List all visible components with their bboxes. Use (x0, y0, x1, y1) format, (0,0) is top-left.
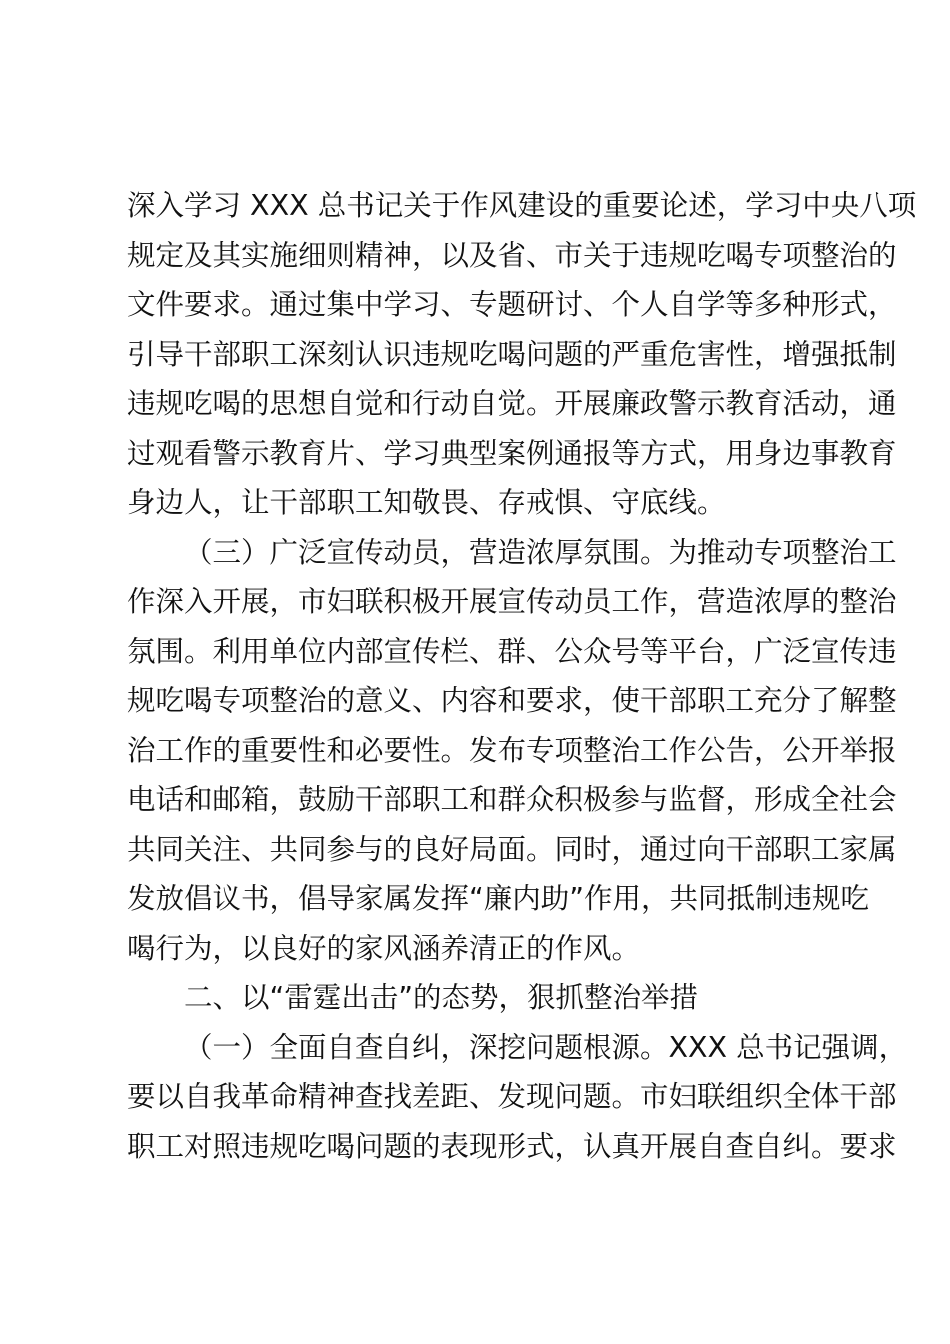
body-line: 作深入开展，市妇联积极开展宣传动员工作，营造浓厚的整治 (127, 585, 897, 618)
body-line: 治工作的重要性和必要性。发布专项整治工作公告，公开举报 (127, 733, 897, 767)
paragraph-heading-line: （三）广泛宣传动员，营造浓厚氛围。为推动专项整治工 (184, 535, 897, 569)
body-line: 要以自我革命精神查找差距、发现问题。市妇联组织全体干部 (127, 1080, 897, 1113)
body-line: 氛围。利用单位内部宣传栏、群、公众号等平台，广泛宣传违 (127, 634, 897, 668)
body-line: 文件要求。通过集中学习、专题研讨、个人自学等多种形式， (127, 288, 897, 321)
body-line: 喝行为，以良好的家风涵养清正的作风。 (127, 931, 641, 965)
body-line: 职工对照违规吃喝问题的表现形式，认真开展自查自纠。要求 (127, 1129, 897, 1163)
body-line: 规吃喝专项整治的意义、内容和要求，使干部职工充分了解整 (127, 684, 897, 717)
body-line: 规定及其实施细则精神，以及省、市关于违规吃喝专项整治的 (127, 238, 897, 272)
body-line: 深入学习 XXX 总书记关于作风建设的重要论述，学习中央八项 (127, 189, 917, 222)
body-line: 发放倡议书，倡导家属发挥“廉内助”作用，共同抵制违规吃 (127, 882, 870, 915)
body-line: 电话和邮箱，鼓励干部职工和群众积极参与监督，形成全社会 (127, 783, 897, 816)
body-line: 过观看警示教育片、学习典型案例通报等方式，用身边事教育 (127, 436, 897, 470)
section-heading: 二、以“雷霆出击”的态势，狠抓整治举措 (184, 981, 699, 1014)
body-line: 共同关注、共同参与的良好局面。同时，通过向干部职工家属 (127, 832, 897, 866)
body-line: 身边人，让干部职工知敬畏、存戒惧、守底线。 (127, 486, 726, 519)
document-body (127, 181, 917, 1171)
body-line: 引导干部职工深刻认识违规吃喝问题的严重危害性，增强抵制 (127, 337, 897, 371)
paragraph-heading-line: （一）全面自查自纠，深挖问题根源。XXX 总书记强调， (184, 1030, 908, 1064)
body-line: 违规吃喝的思想自觉和行动自觉。开展廉政警示教育活动，通 (127, 387, 897, 420)
